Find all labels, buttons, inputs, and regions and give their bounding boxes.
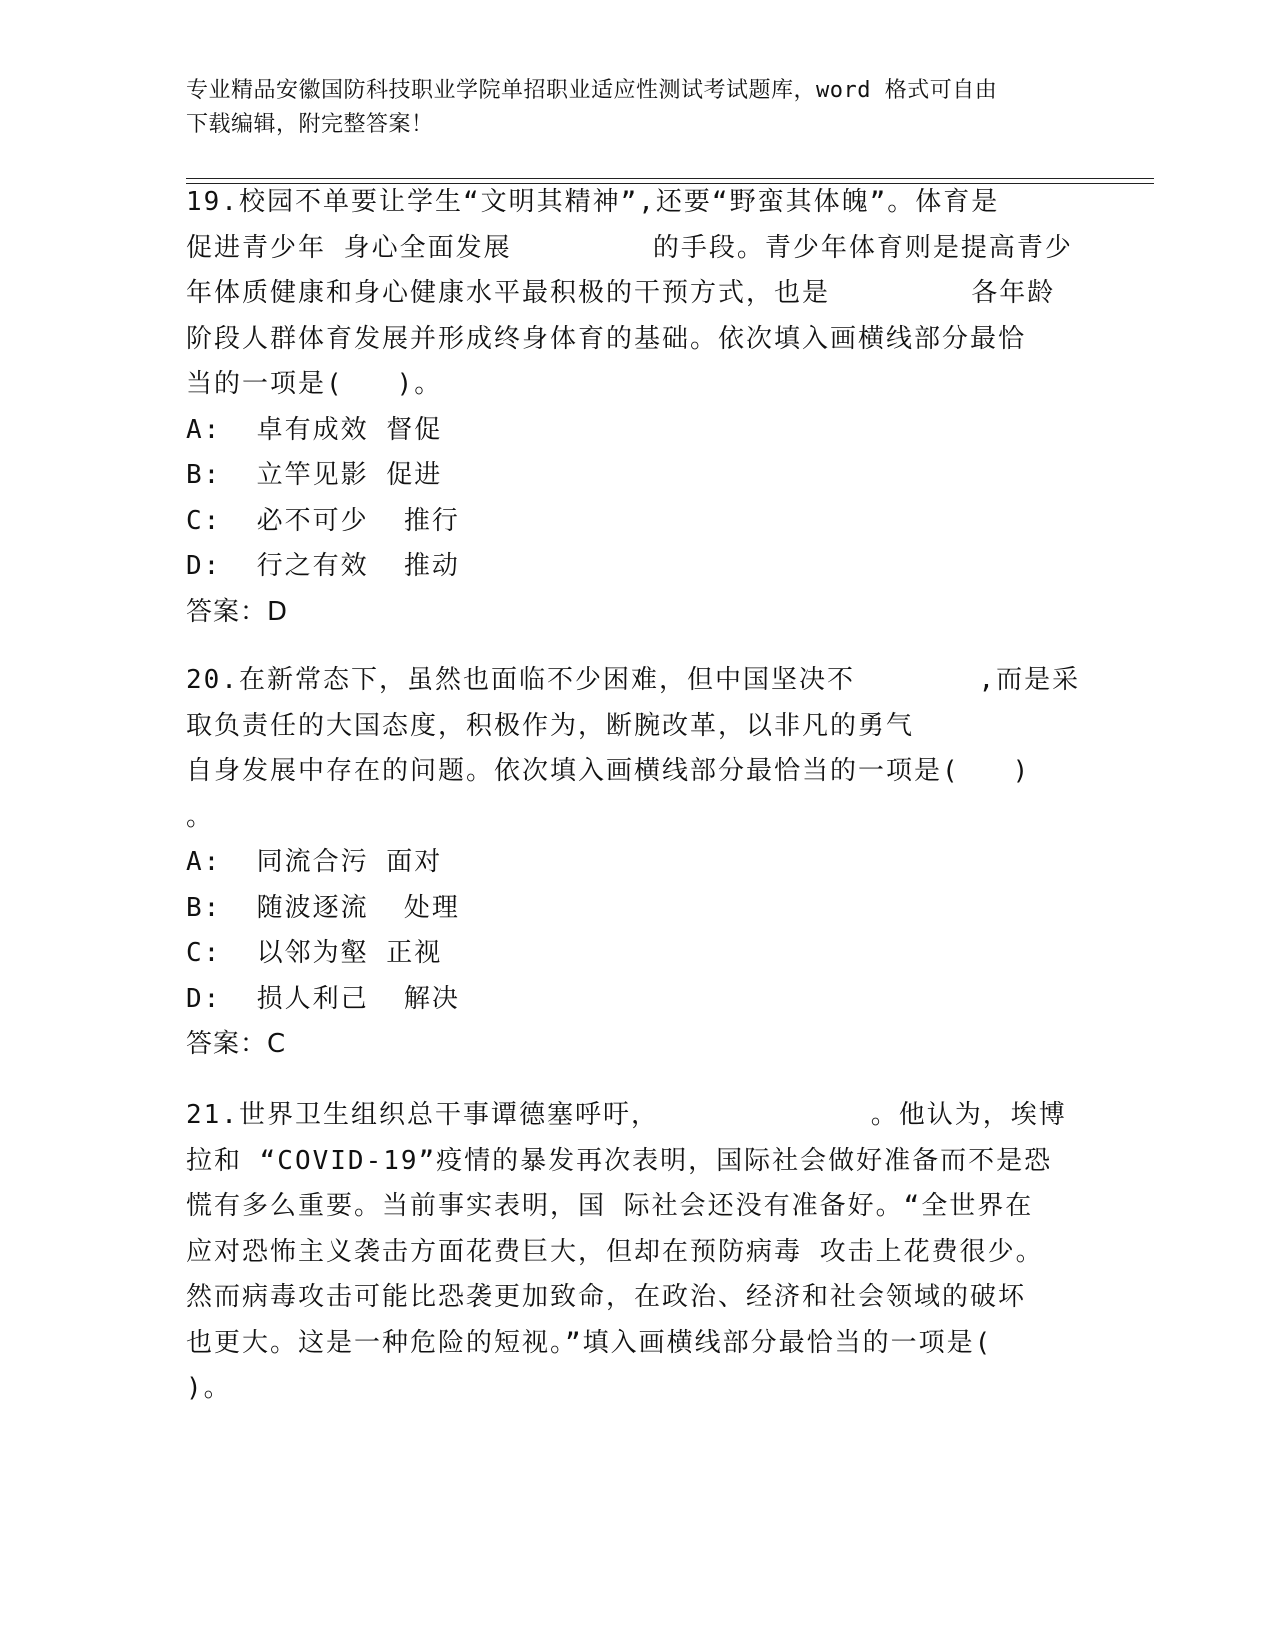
question-line: 19.校园不单要让学生“文明其精神”,还要“野蛮其体魄”。体育是 <box>186 187 1000 217</box>
question-19 <box>186 180 1073 635</box>
option-d: D: 损人利己 解决 <box>186 983 460 1014</box>
question-line: 应对恐怖主义袭击方面花费巨大，但却在预防病毒 攻击上花费很少。 <box>186 1236 1044 1267</box>
question-line: 21.世界卫生组织总干事谭德塞呼吁， 。他认为，埃博 <box>186 1100 1067 1130</box>
question-21 <box>186 1093 1066 1412</box>
question-line: 然而病毒攻击可能比恐袭更加致命，在政治、经济和社会领域的破坏 <box>186 1282 1027 1312</box>
question-line: 阶段人群体育发展并形成终身体育的基础。依次填入画横线部分最恰 <box>186 323 1027 354</box>
option-b: B: 随波逐流 处理 <box>186 892 460 923</box>
option-c: C: 以邻为壑 正视 <box>186 938 443 968</box>
option-a: A: 卓有成效 督促 <box>186 414 443 445</box>
option-c: C: 必不可少 推行 <box>186 505 460 536</box>
question-line: 。 <box>186 801 215 832</box>
header-divider-top <box>186 178 1154 179</box>
header-line-1: 专业精品安徽国防科技职业学院单招职业适应性测试考试题库，word 格式可自由 <box>186 78 998 103</box>
question-20 <box>186 658 1081 1068</box>
answer: 答案：D <box>186 596 289 627</box>
question-line: 当的一项是( )。 <box>186 369 443 399</box>
option-d: D: 行之有效 推动 <box>186 551 460 581</box>
answer: 答案：C <box>186 1029 287 1059</box>
question-line: 拉和 “COVID-19”疫情的暴发再次表明，国际社会做好准备而不是恐 <box>186 1145 1053 1176</box>
question-line: 慌有多么重要。当前事实表明，国 际社会还没有准备好。“全世界在 <box>186 1191 1034 1221</box>
header-line-2: 下载编辑，附完整答案！ <box>186 112 434 137</box>
question-line: 取负责任的大国态度，积极作为，断腕改革，以非凡的勇气 <box>186 710 915 741</box>
question-line: 年体质健康和身心健康水平最积极的干预方式，也是 各年龄 <box>186 278 1056 308</box>
question-line: 自身发展中存在的问题。依次填入画横线部分最恰当的一项是( ) <box>186 756 1031 786</box>
option-b: B: 立竿见影 促进 <box>186 460 443 490</box>
question-line: )。 <box>186 1373 232 1403</box>
question-line: 20.在新常态下，虽然也面临不少困难，但中国坚决不 ,而是采 <box>186 665 1081 695</box>
question-line: 促进青少年 身心全面发展 的手段。青少年体育则是提高青少 <box>186 232 1073 263</box>
question-line: 也更大。这是一种危险的短视。”填入画横线部分最恰当的一项是( <box>186 1327 993 1358</box>
option-a: A: 同流合污 面对 <box>186 847 443 877</box>
document-header <box>186 74 1086 142</box>
